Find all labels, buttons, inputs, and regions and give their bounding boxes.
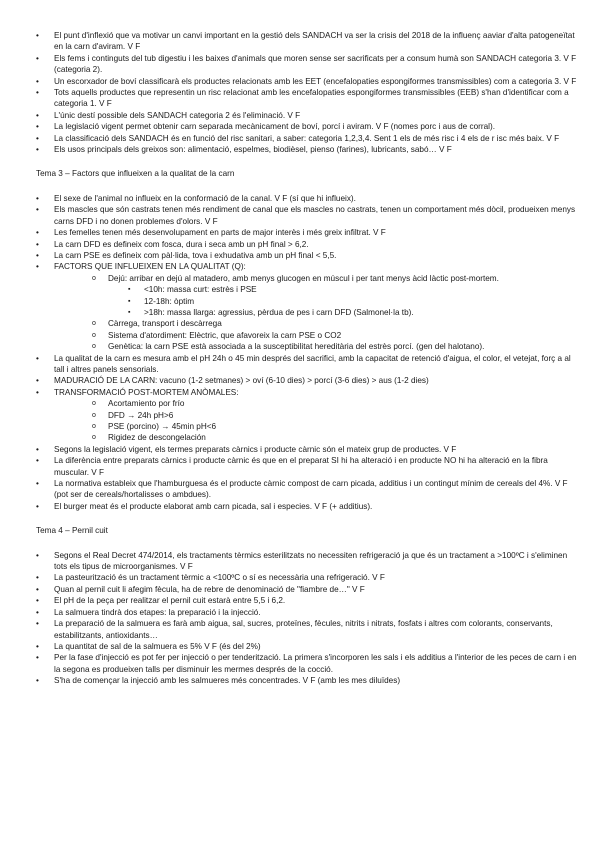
list-item: • TRANSFORMACIÓ POST-MORTEM ANÒMALES: xyxy=(36,387,578,398)
sub-sub-item: ▪ >18h: massa llarga: agressius, pèrdua de pes i carn DFD (Salmonel·la tb). xyxy=(36,307,578,318)
bullet-list-tema3 xyxy=(36,193,578,512)
bullet-list-tema4 xyxy=(36,550,578,687)
sub-item: o Genètica: la carn PSE està associada a la susceptibilitat hereditària del estrès porcí. (gen del halotano). xyxy=(36,341,578,352)
list-item: • La diferència entre preparats càrnics i producte càrnic és que en el preparat SI hi ha alteració i en producte NO hi ha alteració en la fibra muscular. V F xyxy=(36,455,578,478)
sub-item: o DFD → 24h pH>6 xyxy=(36,410,578,421)
list-item: • La classificació dels SANDACH és en funció del risc sanitari, a saber: categoria 1,2,3,4. Sent 1 els de més risc i 4 els de r isc més baix. V F xyxy=(36,133,578,144)
list-item: • Els mascles que són castrats tenen més rendiment de canal que els mascles no castrats, tenen un comportament més dòcil, produeixen menys carns DFD i no donen problemes d'olors. V F xyxy=(36,204,578,227)
section-heading-tema4: Tema 4 – Pernil cuit xyxy=(36,526,108,536)
sub-item: o Acortamiento por frío xyxy=(36,398,578,409)
sub-item: o Rigidez de descongelación xyxy=(36,432,578,443)
list-item: • Quan al pernil cuit li afegim fècula, ha de rebre de denominació de "fiambre de…" V F xyxy=(36,584,578,595)
sub-sub-item: ▪ <10h: massa curt: estrès i PSE xyxy=(36,284,578,295)
list-item: • Els usos principals dels greixos son: alimentació, espelmes, biodièsel, pienso (farines), lubricants, sabó… V F xyxy=(36,144,578,155)
sub-item: o PSE (porcino) → 45min pH<6 xyxy=(36,421,578,432)
bullet-list-top xyxy=(36,30,578,155)
list-item: • La legislació vigent permet obtenir carn separada mecànicament de boví, porcí i aviram. V F (nomes porc i aus de corral). xyxy=(36,121,578,132)
list-item: • L'únic destí possible dels SANDACH categoria 2 és l'eliminació. V F xyxy=(36,110,578,121)
list-item: • La salmuera tindrà dos etapes: la preparació i la injecció. xyxy=(36,607,578,618)
list-item: • Els fems i continguts del tub digestiu i les baixes d'animals que moren sense ser sacrificats per a consum humà son SANDACH categoria 3. V F (categoria 2). xyxy=(36,53,578,76)
sub-item: o Dejú: arribar en dejú al matadero, amb menys glucogen en múscul i per tant menys àcid làctic post-mortem. xyxy=(36,273,578,284)
list-item: • El sexe de l'animal no influeix en la conformació de la canal. V F (sí que hi influeix). xyxy=(36,193,578,204)
list-item: • Segons la legislació vigent, els termes preparats càrnics i producte càrnic són el mateix grup de productes. V F xyxy=(36,444,578,455)
list-item: • El pH de la peça per realitzar el pernil cuit estarà entre 5,5 i 6,2. xyxy=(36,595,578,606)
list-item: • Per la fase d'injecció es pot fer per injecció o per tenderització. La primera s'incorporen les sals i els additius a l'interior de les peces de carn i en la segona es produeixen talls per disminuir les mermes després de la cocció. xyxy=(36,652,578,675)
list-item: • MADURACIÓ DE LA CARN: vacuno (1-2 setmanes) > oví (6-10 dies) > porcí (3-6 dies) > aus (1-2 dies) xyxy=(36,375,578,386)
list-item: • La carn PSE es defineix com pàl·lida, tova i exhudativa amb un pH final < 5,5. xyxy=(36,250,578,261)
list-item: • La qualitat de la carn es mesura amb el pH 24h o 45 min després del sacrifici, amb la capacitat de retenció d'aigua, el color, el vetejat, forç a al tall i altres panels sensorials. xyxy=(36,353,578,376)
list-item: • Un escorxador de boví classificarà els productes relacionats amb les EET (encefalopaties espongiformes transmissibles) com a categoria 3. V F xyxy=(36,76,578,87)
list-item: • La preparació de la salmuera es farà amb aigua, sal, sucres, proteïnes, fècules, nitrits i nitrats, fosfats i altres com colorants, conservants, estabilitzants, antioxidants… xyxy=(36,618,578,641)
list-item: • El punt d'inflexió que va motivar un canvi important en la gestió dels SANDACH va ser la crisis del 2018 de la influenç aaviar d'alta patogeneïtat en la carn d'aviram. V F xyxy=(36,30,578,53)
list-item: • La quantitat de sal de la salmuera es 5% V F (és del 2%) xyxy=(36,641,578,652)
list-item: • El burger meat és el producte elaborat amb carn picada, sal i especies. V F (+ additius). xyxy=(36,501,578,512)
list-item: • Les femelles tenen més desenvolupament en parts de major interès i més greix infiltrat. V F xyxy=(36,227,578,238)
sub-item: o Càrrega, transport i descàrrega xyxy=(36,318,578,329)
list-item: • S'ha de començar la injecció amb les salmueres més concentrades. V F (amb les mes diluïdes) xyxy=(36,675,578,686)
list-item: • La pasteurització és un tractament tèrmic a <100ºC o sí es necessària una refrigeració. V F xyxy=(36,572,578,583)
list-item: • La carn DFD es defineix com fosca, dura i seca amb un pH final > 6,2. xyxy=(36,239,578,250)
sub-item: o Sistema d'atordiment: Elèctric, que afavoreix la carn PSE o CO2 xyxy=(36,330,578,341)
section-heading-tema3: Tema 3 – Factors que influeixen a la qualitat de la carn xyxy=(36,169,235,179)
sub-sub-item: ▪ 12-18h: òptim xyxy=(36,296,578,307)
list-item: • La normativa estableix que l'hamburguesa és el producte càrnic compost de carn picada, additius i un contingut mínim de cereals del 4%. V F (pot ser de cereals/hortalisses o ambdues). xyxy=(36,478,578,501)
list-item: • FACTORS QUE INFLUEIXEN EN LA QUALITAT (Q): xyxy=(36,261,578,272)
list-item: • Segons el Real Decret 474/2014, els tractaments tèrmics esterilitzats no necessiten refrigeració ja que és un tractament a >100ºC i s'eliminen tots els tipus de microorganismes. V F xyxy=(36,550,578,573)
list-item: • Tots aquells productes que representin un risc relacionat amb les encefalopaties espongiformes transmissibles (EEB) s'han d'identificar com a categoria 1. V F xyxy=(36,87,578,110)
